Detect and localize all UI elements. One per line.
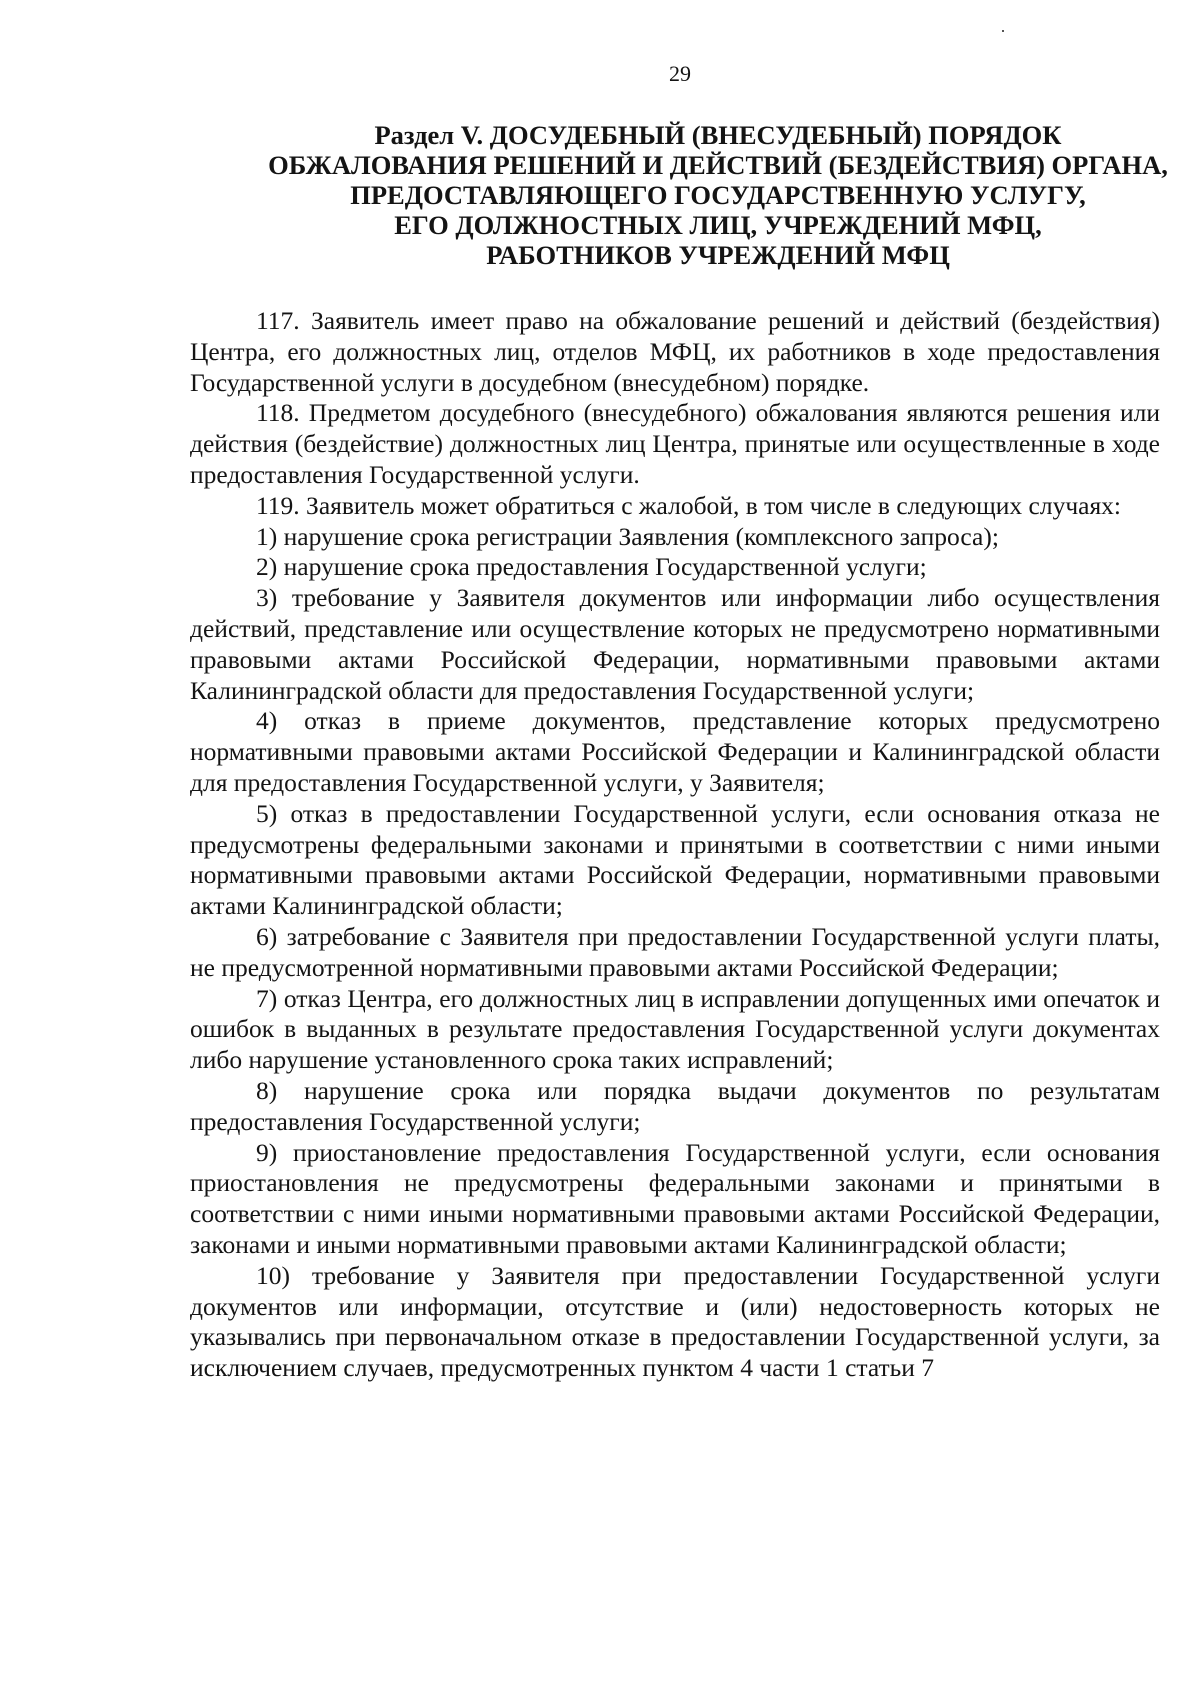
page-number: 29: [669, 61, 691, 86]
paragraph-119: 119. Заявитель может обратиться с жалобой, в том числе в следующих случаях:: [256, 490, 1122, 520]
heading-line: Раздел V. ДОСУДЕБНЫЙ (ВНЕСУДЕБНЫЙ) ПОРЯДОК: [374, 120, 1062, 150]
list-item-8: 8) нарушение срока или порядка выдачи документов по результатам предоставления Государственной услуги;: [190, 1075, 1160, 1136]
list-item-2: 2) нарушение срока предоставления Государственной услуги;: [256, 552, 927, 582]
list-item-4: 4) отказ в приеме документов, представление которых предусмотрено нормативными правовыми актами Российской Федерации и Калининградской области для предоставления Государственной услуги, у Заявителя;: [190, 706, 1160, 797]
list-item-9: 9) приостановление предоставления Государственной услуги, если основания приостановления не предусмотрены федеральными законами и принятыми в соответствии с ними иными нормативными правовыми актами Российской Федерации, законами и иными нормативными правовыми актами Калининградской области;: [190, 1137, 1160, 1259]
list-item-3: 3) требование у Заявителя документов или информации либо осуществления действий, представление или осуществление которых не предусмотрено нормативными правовыми актами Российской Федерации, нормативными правовыми актами Калининградской области для предоставления Государственной услуги;: [190, 583, 1160, 705]
scan-speck: [1002, 30, 1004, 32]
paragraph-118: 118. Предметом досудебного (внесудебного) обжалования являются решения или действия (бездействие) должностных лиц Центра, принятые или осуществленные в ходе предоставления Государственной услуги.: [190, 398, 1160, 489]
heading-line: ОБЖАЛОВАНИЯ РЕШЕНИЙ И ДЕЙСТВИЙ (БЕЗДЕЙСТВИЯ) ОРГАНА,: [268, 150, 1168, 180]
heading-line: РАБОТНИКОВ УЧРЕЖДЕНИЙ МФЦ: [486, 240, 950, 270]
list-item-10: 10) требование у Заявителя при предоставлении Государственной услуги документов или информации, отсутствие и (или) недостоверность которых не указывались при первоначальном отказе в предоставлении Государственной услуги, за исключением случаев, предусмотренных пунктом 4 части 1 статьи 7: [190, 1260, 1160, 1383]
list-item-6: 6) затребование с Заявителя при предоставлении Государственной услуги платы, не предусмотренной нормативными правовыми актами Российской Федерации;: [190, 921, 1160, 982]
paragraph-117: 117. Заявитель имеет право на обжалование решений и действий (бездействия) Центра, его должностных лиц, отделов МФЦ, их работников в ходе предоставления Государственной услуги в досудебном (внесудебном) порядке.: [190, 306, 1160, 397]
body-text: [190, 306, 1160, 1384]
list-item-1: 1) нарушение срока регистрации Заявления (комплексного запроса);: [256, 521, 999, 551]
heading-line: ЕГО ДОЛЖНОСТНЫХ ЛИЦ, УЧРЕЖДЕНИЙ МФЦ,: [394, 210, 1042, 240]
section-heading: [178, 120, 1200, 270]
heading-line: ПРЕДОСТАВЛЯЮЩЕГО ГОСУДАРСТВЕННУЮ УСЛУГУ,: [350, 180, 1086, 210]
list-item-5: 5) отказ в предоставлении Государственной услуги, если основания отказа не предусмотрены федеральными законами и принятыми в соответствии с ними иными нормативными правовыми актами Российской Федерации, нормативными правовыми актами Калининградской области;: [190, 798, 1160, 921]
list-item-7: 7) отказ Центра, его должностных лиц в исправлении допущенных ими опечаток и ошибок в выданных в результате предоставления Государственной услуги документах либо нарушение установленного срока таких исправлений;: [190, 983, 1160, 1075]
